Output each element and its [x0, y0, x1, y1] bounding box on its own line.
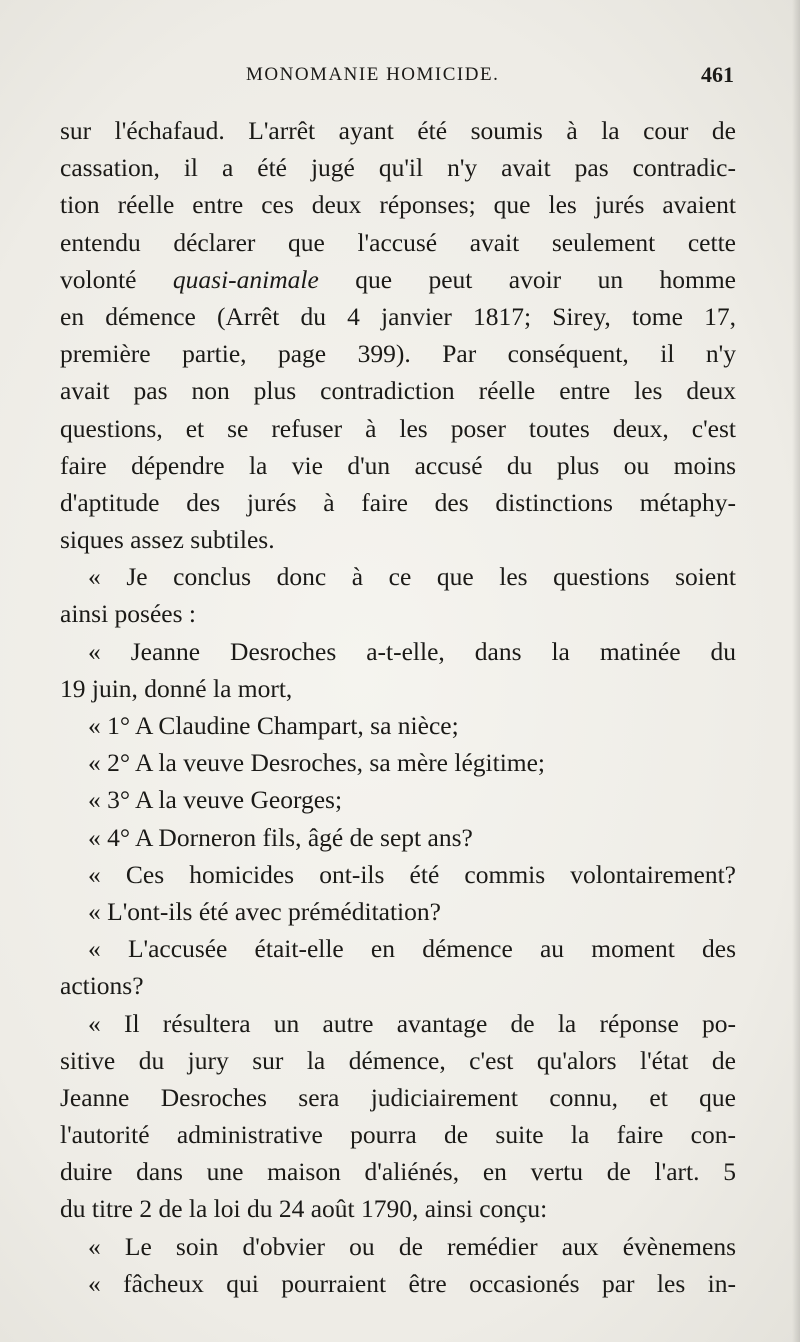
text-line: « Jeanne Desroches a-t-elle, dans la matinée du [88, 636, 736, 666]
text-line: première partie, page 399). Par conséquent, il n'y [60, 339, 736, 369]
text-line: avait pas non plus contradiction réelle entre les deux [60, 376, 736, 406]
text-line: « L'ont-ils été avec préméditation? [88, 896, 441, 926]
page-edge-shadow [792, 0, 800, 1342]
text-line: du titre 2 de la loi du 24 août 1790, ainsi conçu: [60, 1194, 548, 1224]
text-line: sitive du jury sur la démence, c'est qu'alors l'état de [60, 1045, 736, 1075]
text-line: « Il résultera un autre avantage de la réponse po- [88, 1008, 736, 1038]
text-line: faire dépendre la vie d'un accusé du plus ou moins [60, 450, 736, 480]
text-line: « L'accusée était-elle en démence au moment des [88, 934, 736, 964]
text-line [60, 261, 736, 298]
text-line: « 4° A Dorneron fils, âgé de sept ans? [88, 822, 473, 852]
text-line: cassation, il a été jugé qu'il n'y avait pas contradic- [60, 153, 736, 183]
text-line: ainsi posées : [60, 599, 196, 629]
text-line: en démence (Arrêt du 4 janvier 1817; Sirey, tome 17, [60, 301, 736, 331]
text-line: actions? [60, 971, 144, 1001]
text-line: « 2° A la veuve Desroches, sa mère légitime; [88, 748, 546, 778]
text-line: « fâcheux qui pourraient être occasionés par les in- [88, 1268, 736, 1298]
text-line: questions, et se refuser à les poser toutes deux, c'est [60, 413, 736, 443]
running-title: MONOMANIE HOMICIDE. [246, 64, 500, 85]
body-text [60, 112, 736, 1302]
text-line: « Je conclus donc à ce que les questions soient [88, 562, 736, 592]
text-line: tion réelle entre ces deux réponses; que les jurés avaient [60, 190, 736, 220]
text-line: d'aptitude des jurés à faire des distinctions métaphy- [60, 487, 736, 517]
text-line: Jeanne Desroches sera judiciairement connu, et que [60, 1082, 736, 1112]
text-line: sur l'échafaud. L'arrêt ayant été soumis à la cour de [60, 116, 736, 145]
page-header [58, 64, 738, 104]
text-line: « Le soin d'obvier ou de remédier aux évènemens [88, 1231, 736, 1261]
italic-term: quasi-animale [172, 264, 319, 294]
text-line: l'autorité administrative pourra de suite la faire con- [60, 1120, 736, 1150]
text-line: « 1° A Claudine Champart, sa nièce; [88, 711, 459, 740]
text-line: 19 juin, donné la mort, [60, 673, 293, 703]
text-line: duire dans une maison d'aliénés, en vertu de l'art. 5 [60, 1157, 736, 1187]
page-number: 461 [701, 62, 734, 87]
text-segment: volonté [60, 264, 173, 294]
text-line: entendu déclarer que l'accusé avait seulement cette [60, 227, 736, 257]
text-line: « Ces homicides ont-ils été commis volontairement? [88, 859, 736, 889]
text-segment: que peut avoir un homme [318, 264, 736, 294]
text-line: « 3° A la veuve Georges; [88, 785, 343, 815]
text-line: siques assez subtiles. [60, 525, 275, 555]
